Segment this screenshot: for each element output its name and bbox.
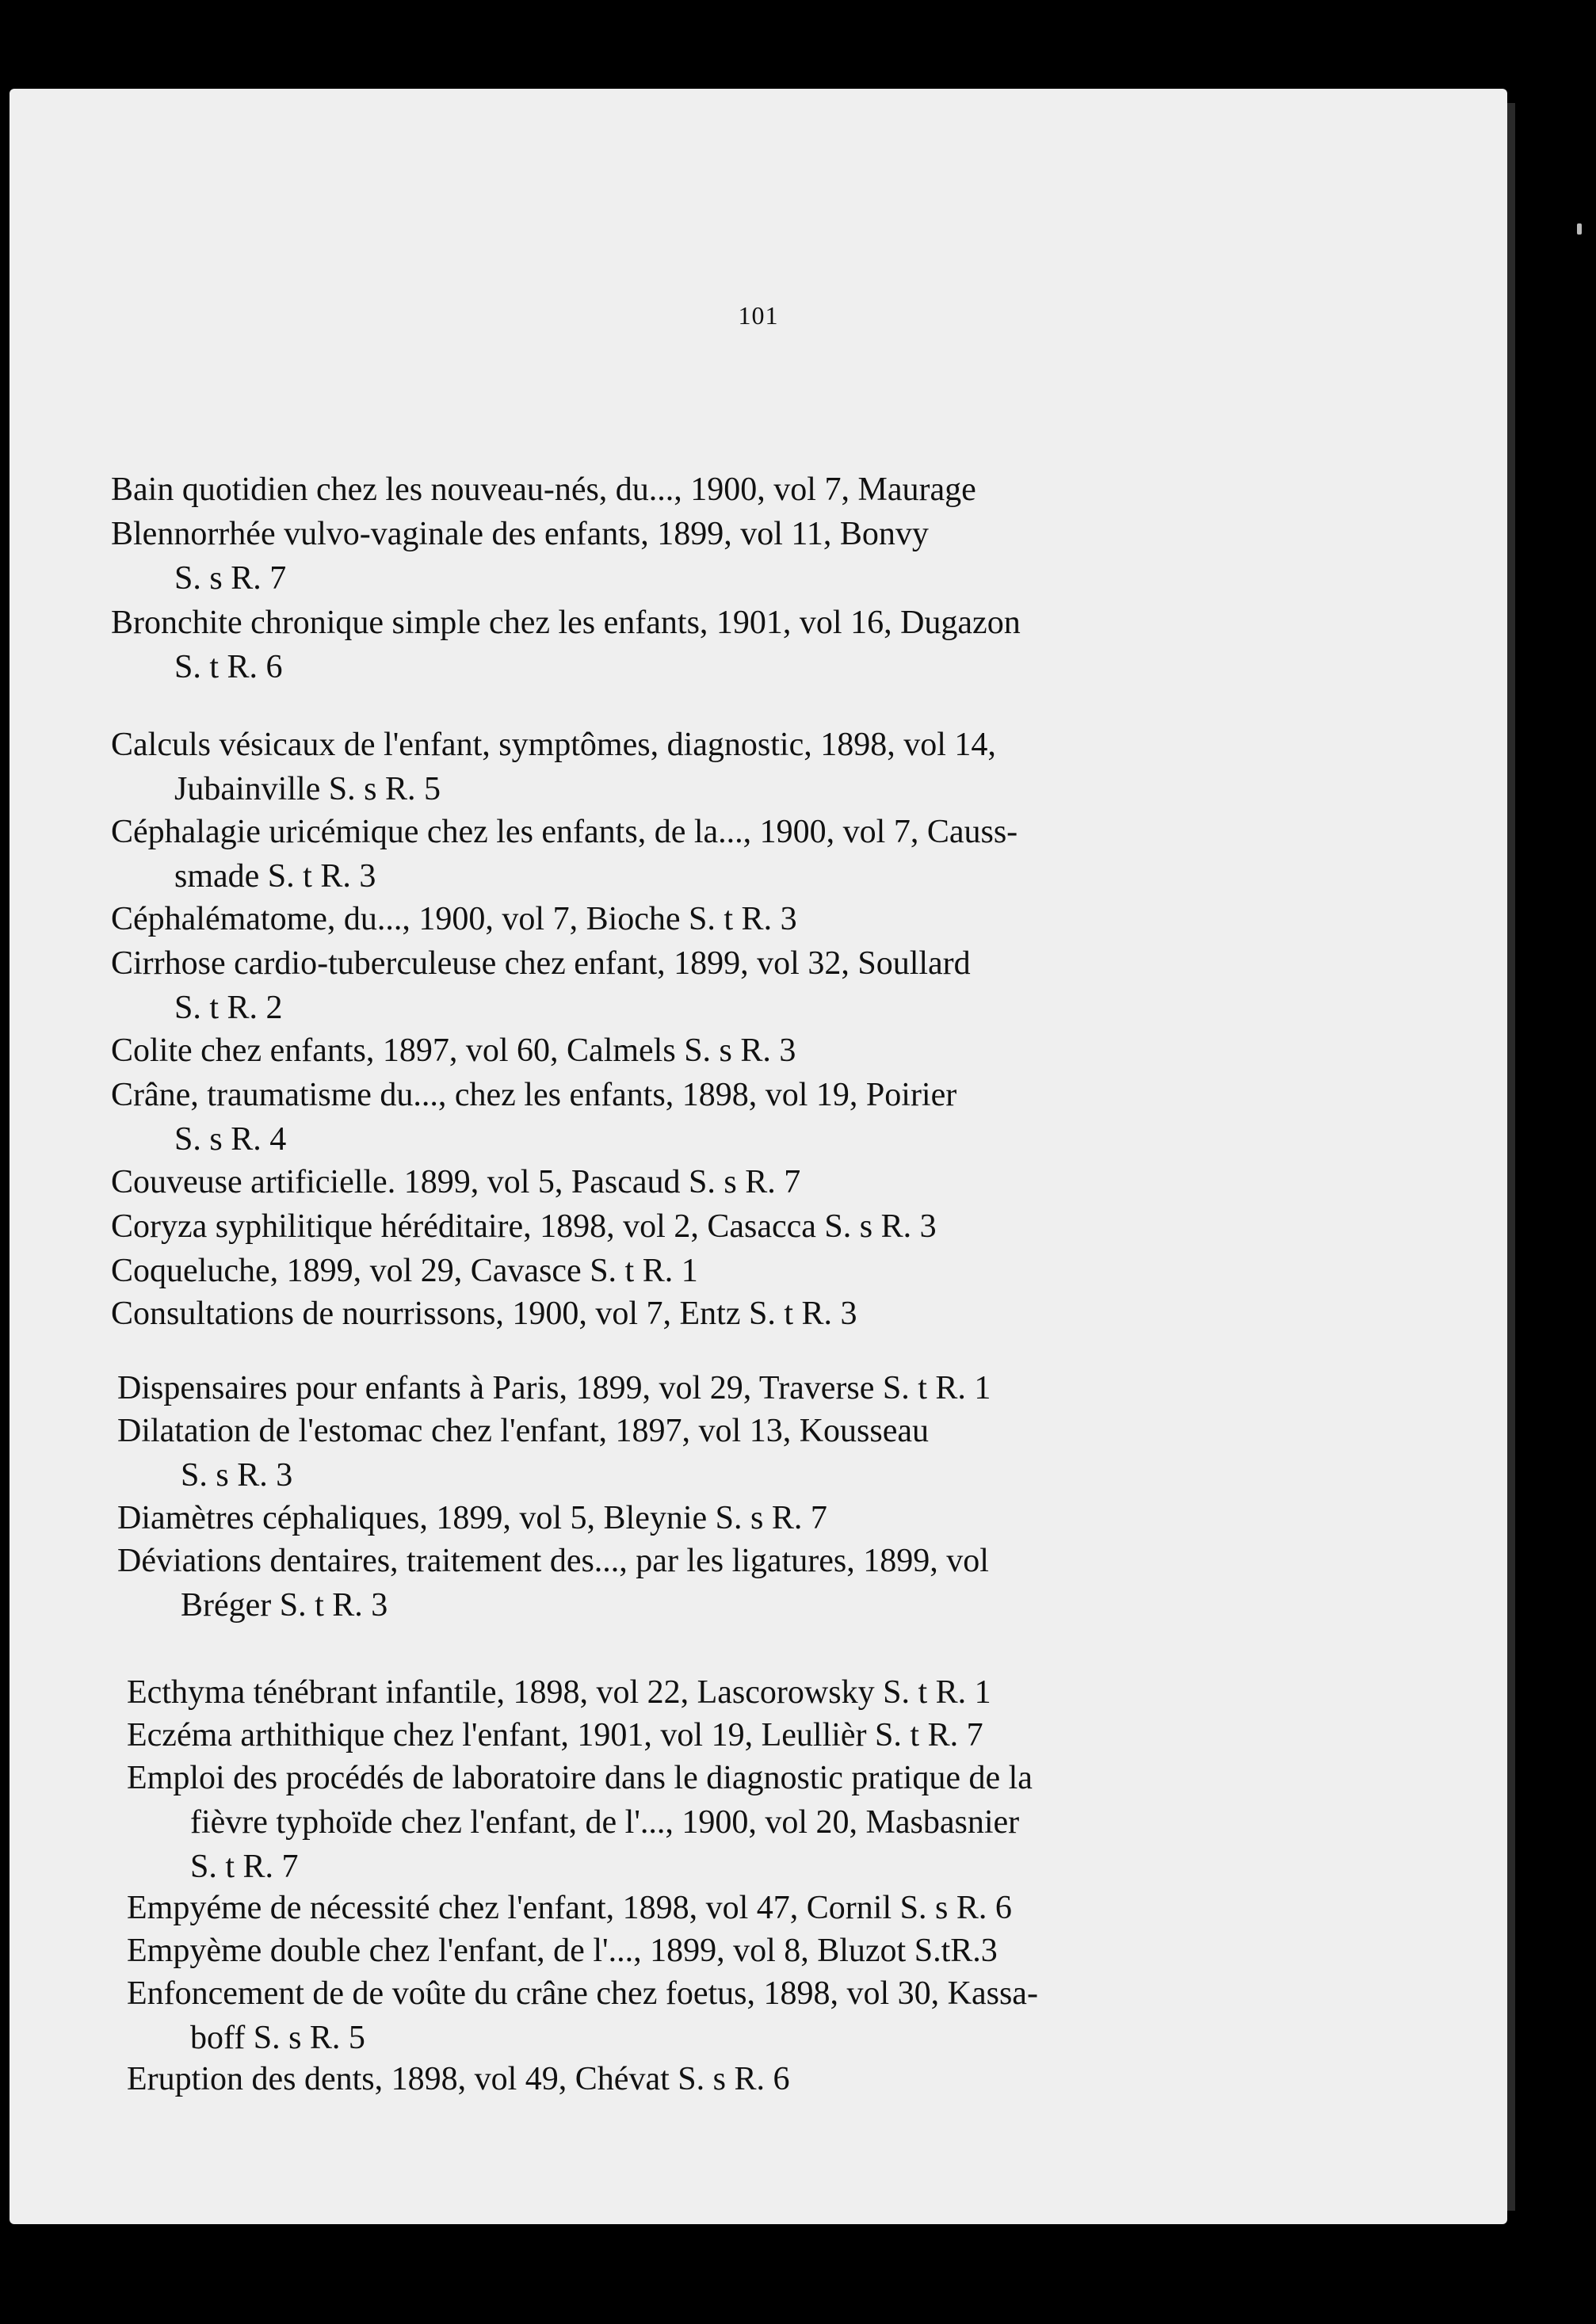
entry-line: Dispensaires pour enfants à Paris, 1899, vol 29, Traverse S. t R. 1 <box>117 1370 991 1406</box>
index-entry <box>111 897 797 941</box>
entry-continuation: S. s R. 4 <box>174 1121 287 1158</box>
index-entry <box>127 1670 991 1715</box>
entry-continuation: Jubainville S. s R. 5 <box>174 771 441 807</box>
index-entries <box>10 89 1507 2224</box>
scan-mark <box>1577 223 1582 235</box>
entry-line: Coryza syphilitique héréditaire, 1898, vol 2, Casacca S. s R. 3 <box>111 1208 937 1245</box>
entry-continuation: smade S. t R. 3 <box>174 858 376 895</box>
entry-line: Consultations de nourrissons, 1900, vol 7, Entz S. t R. 3 <box>111 1296 857 1332</box>
index-entry <box>111 1160 800 1204</box>
entry-line: Coqueluche, 1899, vol 29, Cavasce S. t R. 1 <box>111 1253 698 1289</box>
index-entry <box>127 1886 1012 1930</box>
entry-line: Emploi des procédés de laboratoire dans le diagnostic pratique de la <box>127 1760 1033 1796</box>
entry-line: Déviations dentaires, traitement des..., par les ligatures, 1899, vol <box>117 1543 989 1579</box>
entry-continuation: S. t R. 7 <box>190 1849 299 1885</box>
index-entry <box>111 1204 937 1249</box>
entry-continuation: S. s R. 7 <box>174 560 287 597</box>
entry-line: Couveuse artificielle. 1899, vol 5, Pascaud S. s R. 7 <box>111 1164 801 1200</box>
entry-continuation: S. t R. 6 <box>174 649 283 685</box>
entry-continuation: fièvre typhoïde chez l'enfant, de l'..., 1900, vol 20, Masbasnier <box>190 1804 1020 1841</box>
entry-line: Eczéma arthithique chez l'enfant, 1901, vol 19, Leullièr S. t R. 7 <box>127 1717 983 1753</box>
entry-line: Eruption des dents, 1898, vol 49, Chévat S. s R. 6 <box>127 2061 790 2097</box>
index-entry <box>111 1292 857 1336</box>
entry-line: Colite chez enfants, 1897, vol 60, Calmels S. s R. 3 <box>111 1032 796 1069</box>
entry-line: Enfoncement de de voûte du crâne chez foetus, 1898, vol 30, Kassa- <box>127 1975 1038 2012</box>
entry-line: Céphalématome, du..., 1900, vol 7, Bioche S. t R. 3 <box>111 901 797 937</box>
index-entry <box>127 1971 1038 2060</box>
entry-line: Empyème double chez l'enfant, de l'..., 1899, vol 8, Bluzot S.tR.3 <box>127 1933 998 1969</box>
entry-continuation: S. t R. 2 <box>174 990 283 1026</box>
index-entry <box>111 941 971 1030</box>
index-entry <box>111 467 976 512</box>
entry-line: Empyéme de nécessité chez l'enfant, 1898, vol 47, Cornil S. s R. 6 <box>127 1890 1012 1926</box>
index-entry <box>127 1713 983 1757</box>
entry-line: Blennorrhée vulvo-vaginale des enfants, 1899, vol 11, Bonvy <box>111 516 929 552</box>
index-entry <box>127 1929 998 1973</box>
index-entry <box>111 1028 796 1073</box>
entry-line: Crâne, traumatisme du..., chez les enfants, 1898, vol 19, Poirier <box>111 1077 957 1113</box>
index-entry <box>117 1409 929 1498</box>
entry-line: Céphalagie uricémique chez les enfants, de la..., 1900, vol 7, Causs- <box>111 814 1018 850</box>
index-entry <box>117 1366 991 1410</box>
entry-line: Dilatation de l'estomac chez l'enfant, 1897, vol 13, Kousseau <box>117 1413 930 1449</box>
index-entry <box>127 2057 789 2101</box>
book-page <box>10 89 1507 2224</box>
entry-line: Diamètres céphaliques, 1899, vol 5, Bleynie S. s R. 7 <box>117 1500 827 1536</box>
entry-continuation: Bréger S. t R. 3 <box>181 1587 388 1624</box>
entry-line: Calculs vésicaux de l'enfant, symptômes, diagnostic, 1898, vol 14, <box>111 727 996 763</box>
index-entry <box>111 1249 698 1293</box>
index-entry <box>111 512 929 601</box>
index-entry <box>117 1539 989 1628</box>
index-entry <box>111 810 1018 899</box>
entry-line: Bain quotidien chez les nouveau-nés, du..., 1900, vol 7, Maurage <box>111 471 976 508</box>
index-entry <box>111 601 1021 689</box>
index-entry <box>127 1756 1033 1889</box>
entry-continuation: S. s R. 3 <box>181 1457 293 1494</box>
page-number: 101 <box>738 301 779 330</box>
index-entry <box>111 723 996 811</box>
page-edge-shadow <box>1507 103 1515 2211</box>
entry-line: Ecthyma ténébrant infantile, 1898, vol 22, Lascorowsky S. t R. 1 <box>127 1674 991 1711</box>
entry-line: Bronchite chronique simple chez les enfants, 1901, vol 16, Dugazon <box>111 605 1021 641</box>
index-entry <box>117 1496 827 1540</box>
entry-continuation: boff S. s R. 5 <box>190 2020 365 2056</box>
entry-line: Cirrhose cardio-tuberculeuse chez enfant, 1899, vol 32, Soullard <box>111 945 971 982</box>
index-entry <box>111 1073 956 1162</box>
